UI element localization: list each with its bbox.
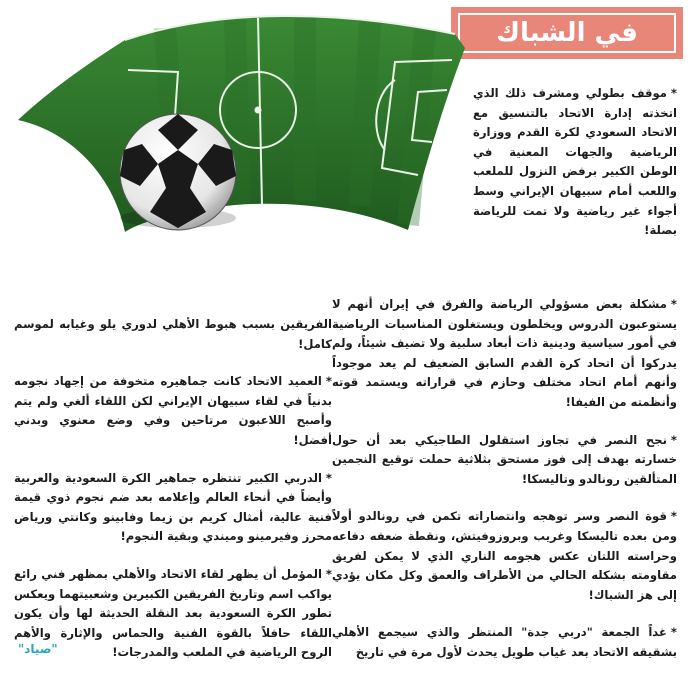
article-paragraph: *غداً الجمعة "دربي جدة" المنتظر والذي سيجمع الأهلي بشقيقه الاتحاد بعد غياب طويل يحدث لأول مرة في تاريخ <box>332 625 677 659</box>
football-pitch-illustration <box>0 0 470 240</box>
right-column <box>332 295 677 681</box>
grass-pitch-shape <box>18 16 465 232</box>
article-paragraph: *العميد الاتحاد كانت جماهيره متخوفة من إجهاد نجومه بدنياً في لقاء سبيهان الإيراني لكن اللقاء ألغي ولم يتم وأصبح اللاعبون مرتاحين وفي وضع معنوي وبدني أفضل! <box>14 374 332 447</box>
author-signature: "صياد" <box>18 642 58 656</box>
section-banner-frame <box>458 13 676 53</box>
article-paragraph: *المؤمل أن يظهر لقاء الاتحاد والأهلي بمظهر فني رائع يواكب اسم وتاريخ الفريقين الكبيرين وشعبيتهما ويعكس تطور الكرة السعودية بعد النقلة الحديثة لها وأن يكون اللقاء حافلاً بالقوة الفنية والحماس والإثارة والأهم الروح الرياضية في الملعب والمدرجات! <box>14 566 332 660</box>
section-banner <box>451 7 683 59</box>
left-column <box>14 315 332 681</box>
soccer-ball-icon <box>120 114 236 230</box>
article-paragraph: *مشكلة بعض مسؤولي الرياضة والفرق في إيران أنهم لا يستوعبون الدروس ويخلطون ويستغلون المناسبات الرياضية في أمور سياسية ودينية ذات أبعاد سلبية ولا تضيف شيئاً، ولم يدركوا أن اتحاد كرة القدم السابق الضعيف لم يعد موجوداً وأنهم أمام اتحاد مختلف وحازم في قراراته ويستمد قوته وأنظمته من الفيفا! <box>332 297 677 409</box>
article-paragraph: *نجح النصر في تجاوز استقلول الطاجيكي بعد أن حول خسارته بهدف إلى فوز مستحق بثلاثية حملت توقيع النجمين المتألقين رونالدو وتاليسكا! <box>332 432 677 486</box>
article-paragraph: *الدربي الكبير تنتظره جماهير الكرة السعودية والعربية وأيضاً في أنحاء العالم وإعلامه بعد ضم نجوم ذوي قيمة فنية عالية، أمثال كريم بن زيما وفابينو وكانتي ورياض محرز وفيرمينو وميندي وبقية النجوم! <box>14 470 332 544</box>
article-paragraph: *قوة النصر وسر توهجه وانتصاراته تكمن في رونالدو أولاً ومن بعده تاليسكا وغريب وبروزوفيتش، ونقطة ضعفه دفاعه وحراسته اللتان عكس هجومه الناري الذي لا يمكن لفريق مقاومته بشكله الحالي من الأطراف والعمق وكل مكان يؤدي إلى هز الشباك! <box>332 509 677 602</box>
article-paragraph: *موقف بطولي ومشرف ذلك الذي اتخذته إدارة الاتحاد بالتنسيق مع الاتحاد السعودي لكرة القدم ووزارة الرياضية والجهات المعنية في الوطن الكبير برفض النزول للملعب واللعب أمام سبيهان الإيراني وسط أجواء غير رياضية ولا تمت للرياضة بصلة! <box>473 86 677 238</box>
section-title: في الشباك <box>496 18 638 48</box>
article-paragraph: الفريقين بسبب هبوط الأهلي لدوري يلو وغيابه لموسم كامل! <box>14 317 332 351</box>
top-column <box>473 84 677 259</box>
